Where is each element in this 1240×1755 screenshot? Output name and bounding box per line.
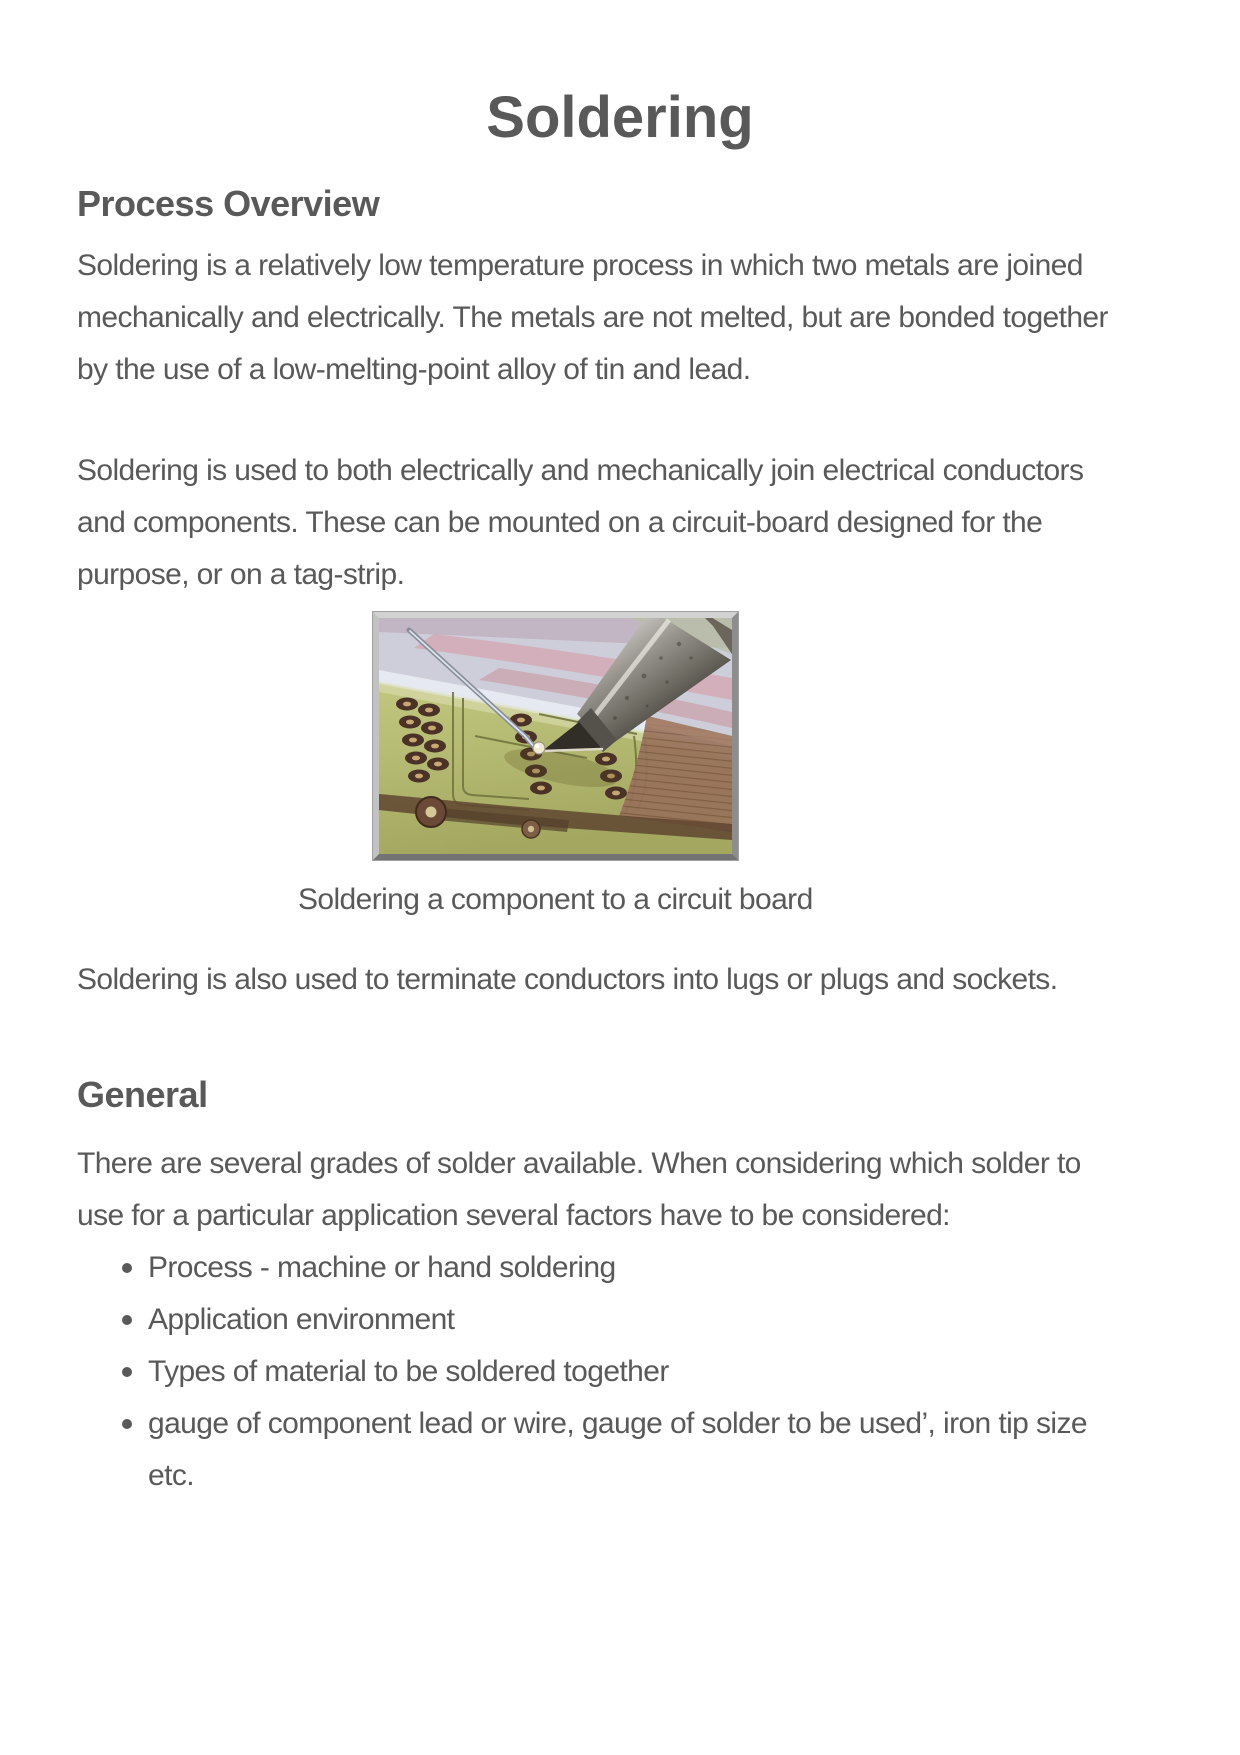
list-item — [77, 1346, 1163, 1398]
heading-general: General — [77, 1074, 208, 1115]
text-line: Application environment — [148, 1303, 455, 1336]
text-line: Process - machine or hand soldering — [148, 1251, 616, 1284]
document-content — [77, 83, 1163, 1502]
page-title: Soldering — [486, 85, 754, 150]
text-line: Soldering is a relatively low temperature process in which two metals are joined — [77, 249, 1083, 282]
text-line: Soldering is also used to terminate conductors into lugs or plugs and sockets. — [77, 963, 1058, 996]
paragraph-process-2 — [77, 445, 1163, 601]
list-item — [77, 1242, 1163, 1294]
heading-process-overview: Process Overview — [77, 183, 380, 224]
figure-soldering-photo — [373, 612, 738, 860]
text-line: use for a particular application several factors have to be considered: — [77, 1199, 950, 1232]
text-line: purpose, or on a tag-strip. — [77, 558, 405, 591]
list-item — [77, 1398, 1163, 1502]
list-item — [77, 1294, 1163, 1346]
figure-caption: Soldering a component to a circuit board — [298, 883, 813, 916]
text-line: There are several grades of solder available. When considering which solder to — [77, 1147, 1081, 1180]
soldering-photo-image — [379, 618, 732, 854]
factors-bullet-list — [77, 1242, 1163, 1502]
text-line: gauge of component lead or wire, gauge of solder to be used’, iron tip size — [148, 1407, 1087, 1440]
text-line: by the use of a low-melting-point alloy of tin and lead. — [77, 353, 751, 386]
paragraph-process-1 — [77, 240, 1163, 396]
paragraph-general-intro — [77, 1138, 1163, 1242]
text-line: and components. These can be mounted on a circuit-board designed for the — [77, 506, 1043, 539]
text-line: Soldering is used to both electrically and mechanically join electrical conductors — [77, 454, 1084, 487]
text-line: etc. — [148, 1459, 194, 1492]
paragraph-termination — [77, 954, 1163, 1006]
text-line: Types of material to be soldered together — [148, 1355, 669, 1388]
text-line: mechanically and electrically. The metals are not melted, but are bonded together — [77, 301, 1108, 334]
